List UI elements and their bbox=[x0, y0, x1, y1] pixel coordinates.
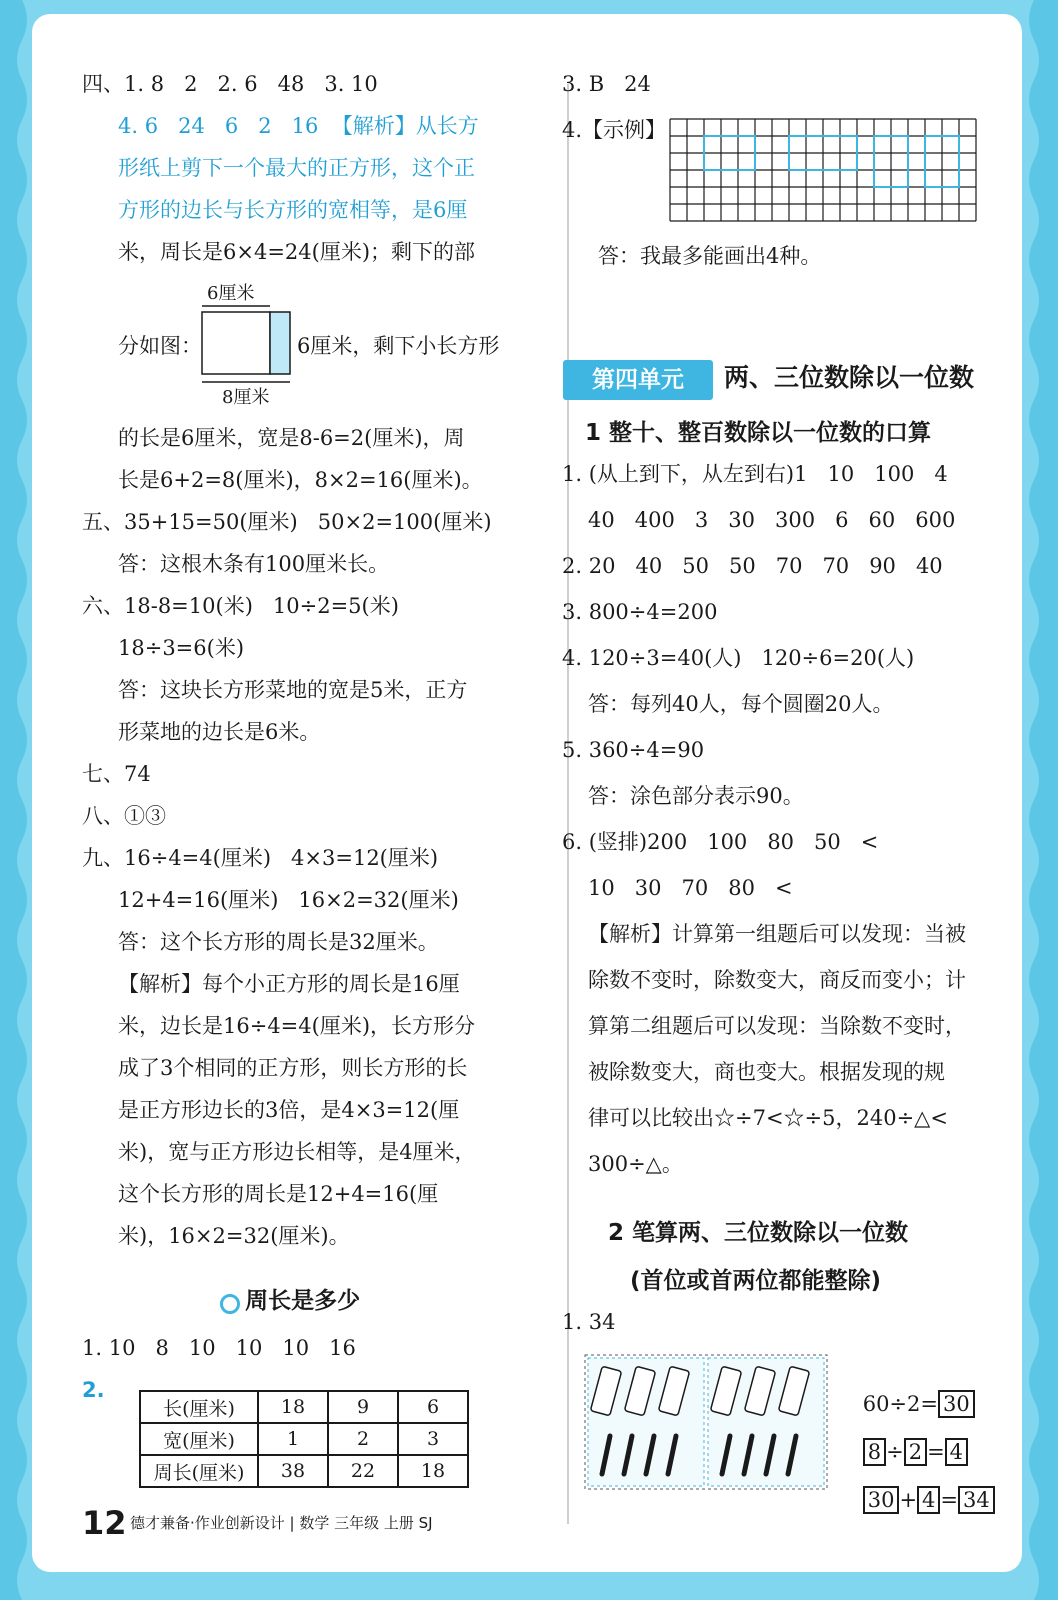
q6-analysis: 被除数变大，商也变大。根据发现的规 bbox=[588, 1060, 945, 1084]
q5-line: 5. 360÷4=90 bbox=[562, 738, 705, 762]
q6-analysis: 除数不变时，除数变大，商反而变小；计 bbox=[588, 968, 966, 992]
table-row bbox=[140, 1455, 468, 1487]
right-q4-label: 4.【示例】 bbox=[562, 118, 667, 142]
section-9-analysis: 米)，16×2=32(厘米)。 bbox=[118, 1224, 350, 1248]
analysis-line: 方形的边长与长方形的宽相等，是6厘 bbox=[118, 198, 468, 222]
figure-label-left: 分如图： bbox=[118, 334, 202, 358]
grid-drawing bbox=[668, 117, 980, 223]
section-4-line-1: 四、1. 8 2 2. 6 48 3. 10 bbox=[82, 72, 378, 96]
equation-3-eq: = bbox=[940, 1488, 959, 1512]
equation-3-a: 30 bbox=[863, 1486, 900, 1514]
equation-1-text: 60÷2= bbox=[862, 1392, 938, 1416]
q1-line: 1. (从上到下，从左到右)1 10 100 4 bbox=[562, 462, 948, 486]
q6-analysis: 【解析】计算第一组题后可以发现：当被 bbox=[588, 922, 966, 946]
rectangle-figure bbox=[198, 300, 298, 390]
analysis-line: 长是6+2=8(厘米)，8×2=16(厘米)。 bbox=[118, 468, 483, 492]
section-6-answer: 答：这块长方形菜地的宽是5米，正方 bbox=[118, 678, 468, 702]
section-9-analysis: 米，边长是16÷4=4(厘米)，长方形分 bbox=[118, 1014, 476, 1038]
subsection-title: 周长是多少 bbox=[245, 1288, 361, 1314]
sticks-illustration bbox=[584, 1354, 828, 1490]
equation-2-eq: = bbox=[927, 1440, 945, 1464]
table-row-header: 周长(厘米) bbox=[140, 1455, 258, 1487]
section-1-title: 1 整十、整百数除以一位数的口算 bbox=[585, 420, 932, 446]
section-9-line: 12+4=16(厘米) 16×2=32(厘米) bbox=[118, 888, 459, 912]
section-7-line: 七、74 bbox=[82, 762, 151, 786]
section-9-analysis: 这个长方形的周长是12+4=16(厘 bbox=[118, 1182, 439, 1206]
perimeter-table bbox=[139, 1390, 469, 1488]
table-cell: 3 bbox=[398, 1423, 468, 1455]
section-5-answer: 答：这根木条有100厘米长。 bbox=[118, 552, 390, 576]
table-cell: 9 bbox=[328, 1391, 398, 1423]
q6-line: 6. (竖排)200 100 80 50 < bbox=[562, 830, 879, 854]
answer-page bbox=[32, 14, 1022, 1572]
figure-label-bottom: 8厘米 bbox=[222, 387, 270, 408]
left-wave-border bbox=[0, 0, 32, 1600]
section-6-line: 六、18-8=10(米) 10÷2=5(米) bbox=[82, 594, 399, 618]
equation-3-op: + bbox=[899, 1488, 918, 1512]
section-2-subtitle: (首位或首两位都能整除) bbox=[630, 1268, 882, 1294]
figure-label-top: 6厘米 bbox=[207, 283, 255, 304]
table-cell: 18 bbox=[398, 1455, 468, 1487]
right-wave-border bbox=[1022, 0, 1058, 1600]
equation-1-result: 30 bbox=[938, 1390, 975, 1418]
section-8-line: 八、①③ bbox=[82, 804, 166, 828]
unit-badge: 第四单元 bbox=[563, 360, 713, 400]
table-row-header: 长(厘米) bbox=[140, 1391, 258, 1423]
section-2-title: 2 笔算两、三位数除以一位数 bbox=[608, 1220, 909, 1246]
q2-line: 2. 20 40 50 50 70 70 90 40 bbox=[562, 554, 943, 578]
table-row-header: 宽(厘米) bbox=[140, 1423, 258, 1455]
table-cell: 2 bbox=[328, 1423, 398, 1455]
section-6-line: 18÷3=6(米) bbox=[118, 636, 245, 660]
book-title: 德才兼备·作业创新设计 | 数学 三年级 上册 SJ bbox=[130, 1514, 433, 1532]
section-9-analysis: 【解析】每个小正方形的周长是16厘 bbox=[118, 972, 460, 996]
q5-answer: 答：涂色部分表示90。 bbox=[588, 784, 804, 808]
table-cell: 18 bbox=[258, 1391, 328, 1423]
q6-analysis: 律可以比较出☆÷7<☆÷5，240÷△< bbox=[588, 1106, 948, 1130]
analysis-line: 米，周长是6×4=24(厘米)；剩下的部 bbox=[118, 240, 476, 264]
section-4-item-4-line-1: 4. 6 24 6 2 16 【解析】从长方 bbox=[118, 114, 479, 138]
q6-analysis: 算第二组题后可以发现：当除数不变时， bbox=[588, 1014, 966, 1038]
section-6-answer: 形菜地的边长是6米。 bbox=[118, 720, 321, 744]
table-row bbox=[140, 1391, 468, 1423]
analysis-line: 的长是6厘米，宽是8-6=2(厘米)，周 bbox=[118, 426, 465, 450]
equation-2-op: ÷ bbox=[886, 1440, 904, 1464]
table-row bbox=[140, 1423, 468, 1455]
q4-answer: 答：每列40人，每个圆圈20人。 bbox=[588, 692, 894, 716]
section-9-answer: 答：这个长方形的周长是32厘米。 bbox=[118, 930, 439, 954]
page-number: 12 bbox=[82, 1504, 127, 1542]
table-cell: 1 bbox=[258, 1423, 328, 1455]
q6-analysis: 300÷△。 bbox=[588, 1152, 683, 1176]
figure-label-right: 6厘米，剩下小长方形 bbox=[297, 334, 500, 358]
circle-bullet-icon bbox=[220, 1294, 240, 1314]
unit-title: 两、三位数除以一位数 bbox=[724, 363, 975, 392]
perimeter-q1: 1. 10 8 10 10 10 16 bbox=[82, 1336, 356, 1360]
section-5-line: 五、35+15=50(厘米) 50×2=100(厘米) bbox=[82, 510, 492, 534]
perimeter-q2-label: 2. bbox=[82, 1378, 105, 1402]
equation-3 bbox=[836, 1458, 995, 1542]
analysis-line: 形纸上剪下一个最大的正方形，这个正 bbox=[118, 156, 475, 180]
q1-line: 40 400 3 30 300 6 60 600 bbox=[588, 508, 956, 532]
section-9-analysis: 米)，宽与正方形边长相等，是4厘米， bbox=[118, 1140, 476, 1164]
right-q3: 3. B 24 bbox=[562, 72, 651, 96]
table-cell: 6 bbox=[398, 1391, 468, 1423]
table-cell: 22 bbox=[328, 1455, 398, 1487]
q6-line: 10 30 70 80 < bbox=[588, 876, 793, 900]
equation-3-result: 34 bbox=[958, 1486, 995, 1514]
q3-line: 3. 800÷4=200 bbox=[562, 600, 718, 624]
table-cell: 38 bbox=[258, 1455, 328, 1487]
section-9-analysis: 是正方形边长的3倍，是4×3=12(厘 bbox=[118, 1098, 460, 1122]
right-q4-answer: 答：我最多能画出4种。 bbox=[598, 244, 822, 268]
equation-2-divisor: 2 bbox=[904, 1438, 927, 1466]
section-9-line: 九、16÷4=4(厘米) 4×3=12(厘米) bbox=[82, 846, 439, 870]
q4-line: 4. 120÷3=40(人) 120÷6=20(人) bbox=[562, 646, 915, 670]
w1-line: 1. 34 bbox=[562, 1310, 616, 1334]
subsection-heading bbox=[220, 1282, 360, 1315]
equation-3-b: 4 bbox=[917, 1486, 940, 1514]
section-9-analysis: 成了3个相同的正方形，则长方形的长 bbox=[118, 1056, 468, 1080]
equation-2-dividend: 8 bbox=[863, 1438, 886, 1466]
equation-2-result: 4 bbox=[945, 1438, 968, 1466]
